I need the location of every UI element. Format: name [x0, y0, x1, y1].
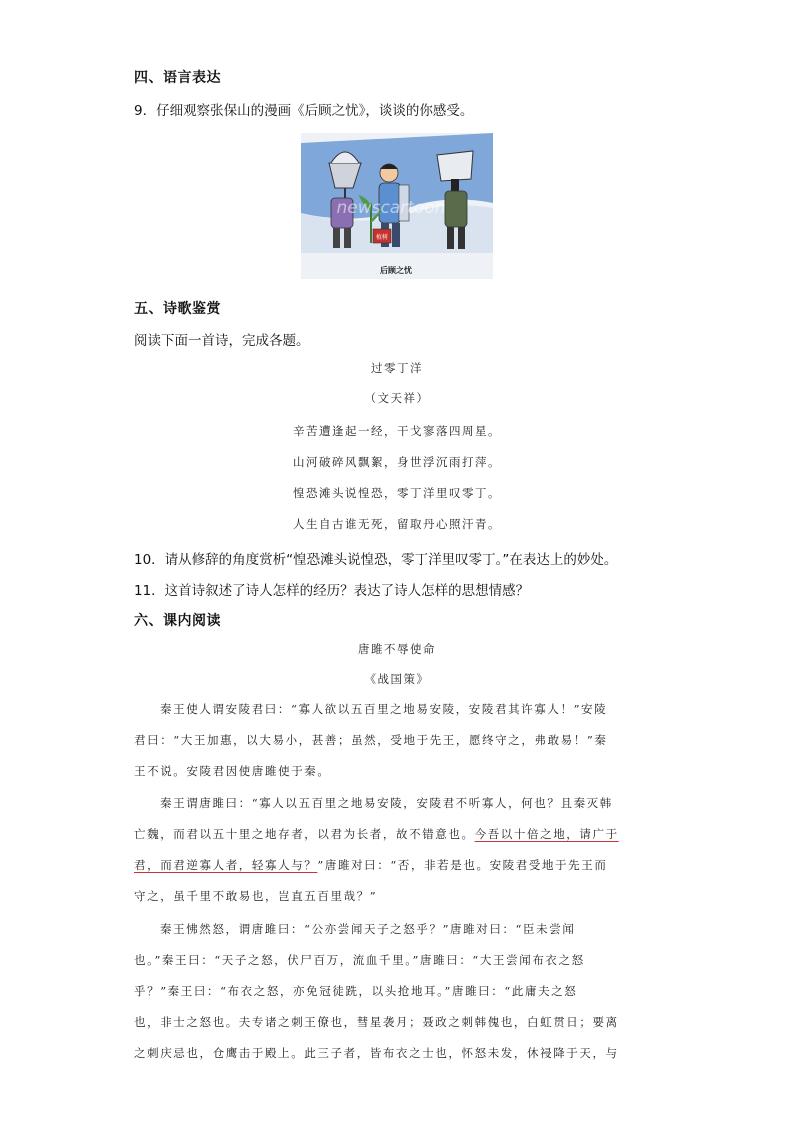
poem-line: 人生自古谁无死，留取丹心照汗青。	[293, 517, 501, 531]
question-11: 11．这首诗叙述了诗人怎样的经历？表达了诗人怎样的思想情感？	[134, 583, 530, 599]
cartoon-image	[301, 133, 493, 279]
reading-text: ”唐雎对曰：“否，非若是也。安陵君受地于先王而	[317, 858, 608, 872]
reading-line: 之刺庆忌也，仓鹰击于殿上。此三子者，皆布衣之士也，怀怒未发，休祲降于天，与	[134, 1046, 619, 1060]
reading-line: 也。”秦王曰：“天子之怒，伏尸百万，流血千里。”唐雎曰：“大王尝闻布衣之怒	[134, 953, 585, 967]
reading-line	[134, 860, 607, 872]
reading-line: 守之，虽千里不敢易也，岂直五百里哉？”	[134, 889, 378, 903]
section-heading-reading: 六、课内阅读	[134, 613, 221, 629]
cartoon-caption: 后顾之忧	[380, 266, 412, 275]
question-10: 10．请从修辞的角度赏析“惶恐滩头说惶恐，零丁洋里叹零丁。”在表达上的妙处。	[134, 552, 618, 568]
poetry-intro: 阅读下面一首诗，完成各题。	[134, 333, 310, 349]
poem-line: 山河破碎风飘絮，身世浮沉雨打萍。	[293, 455, 501, 469]
poem-title: 过零丁洋	[371, 361, 423, 375]
reading-line: 乎？”秦王曰：“布衣之怒，亦免冠徒跣，以头抢地耳。”唐雎曰：“此庸夫之怒	[134, 984, 578, 998]
reading-line: 秦王使人谓安陵君曰：“寡人欲以五百里之地易安陵，安陵君其许寡人！”安陵	[160, 702, 608, 716]
reading-line: 也，非士之怒也。夫专诸之刺王僚也，彗星袭月；聂政之刺韩傀也，白虹贯日；要离	[134, 1015, 619, 1029]
reading-line	[134, 829, 619, 841]
reading-source: 《战国策》	[364, 672, 430, 686]
reading-title: 唐雎不辱使命	[358, 642, 436, 656]
poem-line: 惶恐滩头说惶恐，零丁洋里叹零丁。	[293, 486, 501, 500]
section-heading-poetry: 五、诗歌鉴赏	[134, 301, 221, 317]
underlined-sentence: 今吾以十倍之地，请广于	[474, 827, 619, 841]
poem-author: （文天祥）	[364, 391, 430, 405]
section-heading-language: 四、语言表达	[134, 70, 221, 86]
question-9: 9．仔细观察张保山的漫画《后顾之忧》，谈谈的你感受。	[134, 103, 474, 119]
reading-text: 亡魏，而君以五十里之地存者，以君为长者，故不错意也。	[134, 827, 475, 841]
underlined-sentence: 君，而君逆寡人者，轻寡人与？	[134, 858, 318, 872]
reading-line: 秦王怫然怒，谓唐雎曰：“公亦尝闻天子之怒乎？”唐雎对曰：“臣未尝闻	[160, 922, 576, 936]
reading-line: 君曰：“大王加惠，以大易小，甚善；虽然，受地于先王，愿终守之，弗敢易！”秦	[134, 733, 608, 747]
reading-line: 秦王谓唐雎曰：“寡人以五百里之地易安陵，安陵君不听寡人，何也？且秦灭韩	[160, 796, 613, 810]
cartoon-tag: 植树	[375, 234, 389, 241]
poem-line: 辛苦遭逢起一经，干戈寥落四周星。	[293, 424, 501, 438]
reading-line: 王不说。安陵君因使唐雎使于秦。	[134, 764, 331, 778]
cartoon-watermark: newscartoon	[336, 198, 446, 218]
